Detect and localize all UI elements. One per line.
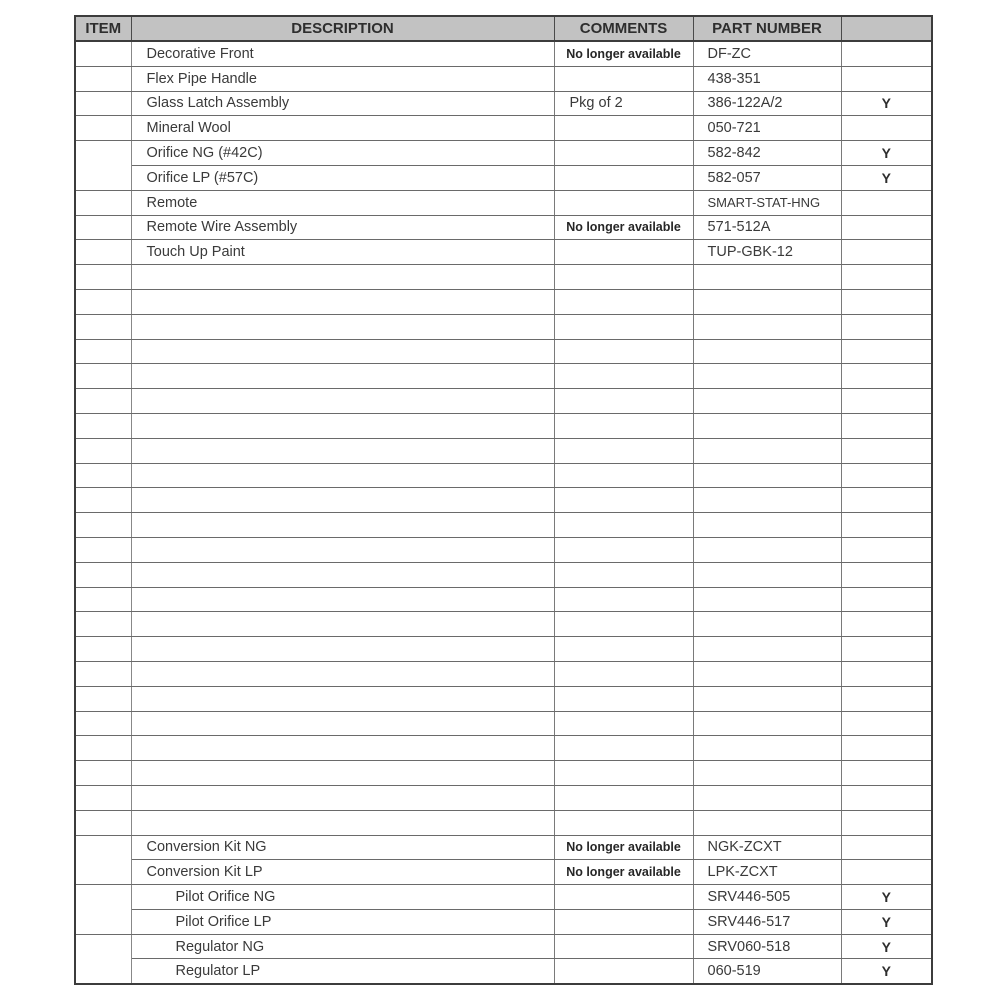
item-cell: [75, 711, 131, 736]
table-row: [75, 91, 932, 116]
flag-cell: [841, 810, 932, 835]
item-cell: [75, 463, 131, 488]
comments-cell: [554, 314, 693, 339]
flag-cell: [841, 265, 932, 290]
comments-cell: [554, 389, 693, 414]
part-number-cell: LPK-ZCXT: [693, 860, 841, 885]
part-number-cell: [693, 785, 841, 810]
flag-cell: [841, 116, 932, 141]
part-number-cell: 582-842: [693, 141, 841, 166]
item-cell: [75, 761, 131, 786]
comments-cell: [554, 364, 693, 389]
comments-cell: [554, 339, 693, 364]
header-part-number: PART NUMBER: [693, 16, 841, 41]
header-flag: [841, 16, 932, 41]
item-cell: [75, 835, 131, 885]
table-row: [75, 562, 932, 587]
header-description: DESCRIPTION: [131, 16, 554, 41]
description-cell: Decorative Front: [131, 41, 554, 66]
part-number-cell: 060-519: [693, 959, 841, 984]
table-row: [75, 909, 932, 934]
comments-cell: [554, 463, 693, 488]
description-cell: [131, 389, 554, 414]
description-cell: [131, 413, 554, 438]
part-number-cell: 438-351: [693, 66, 841, 91]
description-cell: [131, 562, 554, 587]
table-row: [75, 885, 932, 910]
item-cell: [75, 934, 131, 984]
table-row: [75, 488, 932, 513]
comments-cell: [554, 413, 693, 438]
item-cell: [75, 289, 131, 314]
description-cell: [131, 513, 554, 538]
comments-cell: No longer available: [554, 860, 693, 885]
flag-cell: [841, 537, 932, 562]
flag-cell: Y: [841, 165, 932, 190]
table-row: [75, 165, 932, 190]
description-cell: [131, 637, 554, 662]
table-row: [75, 339, 932, 364]
comments-cell: [554, 165, 693, 190]
comments-cell: [554, 736, 693, 761]
description-cell: [131, 587, 554, 612]
part-number-cell: [693, 488, 841, 513]
table-body: [75, 41, 932, 984]
table-row: [75, 612, 932, 637]
comments-cell: [554, 637, 693, 662]
flag-cell: [841, 413, 932, 438]
description-cell: [131, 537, 554, 562]
part-number-cell: 571-512A: [693, 215, 841, 240]
description-cell: Glass Latch Assembly: [131, 91, 554, 116]
comments-cell: [554, 66, 693, 91]
comments-cell: [554, 612, 693, 637]
item-cell: [75, 885, 131, 935]
item-cell: [75, 116, 131, 141]
item-cell: [75, 661, 131, 686]
table-row: [75, 835, 932, 860]
part-number-cell: 386-122A/2: [693, 91, 841, 116]
description-cell: [131, 736, 554, 761]
table-row: [75, 736, 932, 761]
comments-cell: [554, 190, 693, 215]
flag-cell: [841, 587, 932, 612]
comments-cell: [554, 661, 693, 686]
table-row: [75, 41, 932, 66]
parts-list-table: [74, 15, 933, 985]
comments-cell: [554, 141, 693, 166]
flag-cell: Y: [841, 141, 932, 166]
table-row: [75, 265, 932, 290]
flag-cell: [841, 66, 932, 91]
item-cell: [75, 785, 131, 810]
part-number-cell: [693, 513, 841, 538]
part-number-cell: 050-721: [693, 116, 841, 141]
flag-cell: [841, 41, 932, 66]
description-cell: [131, 612, 554, 637]
item-cell: [75, 190, 131, 215]
part-number-cell: [693, 289, 841, 314]
item-cell: [75, 66, 131, 91]
flag-cell: Y: [841, 885, 932, 910]
description-cell: Flex Pipe Handle: [131, 66, 554, 91]
part-number-cell: [693, 389, 841, 414]
part-number-cell: [693, 413, 841, 438]
item-cell: [75, 686, 131, 711]
description-cell: [131, 314, 554, 339]
flag-cell: [841, 860, 932, 885]
item-cell: [75, 364, 131, 389]
part-number-cell: [693, 463, 841, 488]
description-cell: Pilot Orifice NG: [131, 885, 554, 910]
description-cell: Remote: [131, 190, 554, 215]
description-cell: Mineral Wool: [131, 116, 554, 141]
part-number-cell: [693, 711, 841, 736]
comments-cell: [554, 240, 693, 265]
flag-cell: [841, 339, 932, 364]
flag-cell: Y: [841, 91, 932, 116]
item-cell: [75, 488, 131, 513]
flag-cell: [841, 562, 932, 587]
comments-cell: [554, 513, 693, 538]
item-cell: [75, 91, 131, 116]
table-row: [75, 711, 932, 736]
table-row: [75, 537, 932, 562]
part-number-cell: [693, 562, 841, 587]
flag-cell: [841, 364, 932, 389]
description-cell: [131, 438, 554, 463]
table-row: [75, 934, 932, 959]
flag-cell: [841, 438, 932, 463]
item-cell: [75, 587, 131, 612]
table-row: [75, 190, 932, 215]
part-number-cell: [693, 637, 841, 662]
description-cell: [131, 289, 554, 314]
description-cell: [131, 488, 554, 513]
item-cell: [75, 736, 131, 761]
flag-cell: [841, 190, 932, 215]
table-row: [75, 215, 932, 240]
table-row: [75, 637, 932, 662]
flag-cell: [841, 488, 932, 513]
comments-cell: [554, 785, 693, 810]
flag-cell: [841, 736, 932, 761]
description-cell: [131, 785, 554, 810]
description-cell: Orifice LP (#57C): [131, 165, 554, 190]
part-number-cell: SRV446-505: [693, 885, 841, 910]
item-cell: [75, 562, 131, 587]
flag-cell: [841, 711, 932, 736]
table-row: [75, 389, 932, 414]
flag-cell: [841, 785, 932, 810]
flag-cell: [841, 637, 932, 662]
table-row: [75, 587, 932, 612]
item-cell: [75, 141, 131, 191]
part-number-cell: [693, 686, 841, 711]
comments-cell: [554, 587, 693, 612]
comments-cell: [554, 537, 693, 562]
part-number-cell: SRV446-517: [693, 909, 841, 934]
flag-cell: [841, 463, 932, 488]
description-cell: Regulator LP: [131, 959, 554, 984]
header-item: ITEM: [75, 16, 131, 41]
table-row: [75, 364, 932, 389]
comments-cell: [554, 488, 693, 513]
table-row: [75, 761, 932, 786]
part-number-cell: [693, 364, 841, 389]
comments-cell: [554, 562, 693, 587]
comments-cell: No longer available: [554, 215, 693, 240]
part-number-cell: SMART-STAT-HNG: [693, 190, 841, 215]
description-cell: [131, 661, 554, 686]
item-cell: [75, 810, 131, 835]
item-cell: [75, 314, 131, 339]
table-row: [75, 513, 932, 538]
table-header-row: [75, 16, 932, 41]
part-number-cell: TUP-GBK-12: [693, 240, 841, 265]
flag-cell: [841, 835, 932, 860]
flag-cell: [841, 215, 932, 240]
description-cell: [131, 265, 554, 290]
flag-cell: [841, 661, 932, 686]
part-number-cell: [693, 314, 841, 339]
item-cell: [75, 637, 131, 662]
part-number-cell: [693, 761, 841, 786]
comments-cell: [554, 265, 693, 290]
table-row: [75, 463, 932, 488]
table-row: [75, 116, 932, 141]
part-number-cell: [693, 438, 841, 463]
description-cell: [131, 686, 554, 711]
part-number-cell: SRV060-518: [693, 934, 841, 959]
flag-cell: [841, 513, 932, 538]
comments-cell: [554, 116, 693, 141]
part-number-cell: 582-057: [693, 165, 841, 190]
comments-cell: [554, 761, 693, 786]
table-row: [75, 959, 932, 984]
table-row: [75, 438, 932, 463]
part-number-cell: [693, 587, 841, 612]
part-number-cell: [693, 612, 841, 637]
item-cell: [75, 438, 131, 463]
comments-cell: [554, 959, 693, 984]
description-cell: Orifice NG (#42C): [131, 141, 554, 166]
comments-cell: Pkg of 2: [554, 91, 693, 116]
comments-cell: [554, 289, 693, 314]
description-cell: Conversion Kit NG: [131, 835, 554, 860]
description-cell: Touch Up Paint: [131, 240, 554, 265]
item-cell: [75, 612, 131, 637]
description-cell: Pilot Orifice LP: [131, 909, 554, 934]
description-cell: [131, 463, 554, 488]
flag-cell: Y: [841, 934, 932, 959]
flag-cell: [841, 389, 932, 414]
part-number-cell: [693, 339, 841, 364]
table-row: [75, 141, 932, 166]
comments-cell: [554, 438, 693, 463]
comments-cell: [554, 885, 693, 910]
table-row: [75, 661, 932, 686]
part-number-cell: [693, 661, 841, 686]
item-cell: [75, 389, 131, 414]
comments-cell: No longer available: [554, 41, 693, 66]
item-cell: [75, 339, 131, 364]
table-row: [75, 314, 932, 339]
table-row: [75, 860, 932, 885]
header-comments: COMMENTS: [554, 16, 693, 41]
table-row: [75, 66, 932, 91]
part-number-cell: [693, 810, 841, 835]
flag-cell: Y: [841, 909, 932, 934]
comments-cell: [554, 934, 693, 959]
description-cell: Regulator NG: [131, 934, 554, 959]
item-cell: [75, 41, 131, 66]
flag-cell: [841, 314, 932, 339]
table-row: [75, 686, 932, 711]
part-number-cell: [693, 736, 841, 761]
flag-cell: [841, 761, 932, 786]
comments-cell: No longer available: [554, 835, 693, 860]
table-row: [75, 289, 932, 314]
item-cell: [75, 413, 131, 438]
comments-cell: [554, 711, 693, 736]
flag-cell: [841, 240, 932, 265]
item-cell: [75, 537, 131, 562]
table-row: [75, 810, 932, 835]
item-cell: [75, 240, 131, 265]
flag-cell: [841, 686, 932, 711]
flag-cell: [841, 612, 932, 637]
description-cell: [131, 711, 554, 736]
description-cell: Conversion Kit LP: [131, 860, 554, 885]
comments-cell: [554, 909, 693, 934]
part-number-cell: [693, 265, 841, 290]
description-cell: [131, 364, 554, 389]
part-number-cell: NGK-ZCXT: [693, 835, 841, 860]
part-number-cell: [693, 537, 841, 562]
item-cell: [75, 265, 131, 290]
flag-cell: Y: [841, 959, 932, 984]
item-cell: [75, 513, 131, 538]
item-cell: [75, 215, 131, 240]
comments-cell: [554, 810, 693, 835]
flag-cell: [841, 289, 932, 314]
description-cell: Remote Wire Assembly: [131, 215, 554, 240]
comments-cell: [554, 686, 693, 711]
table-row: [75, 240, 932, 265]
description-cell: [131, 339, 554, 364]
description-cell: [131, 761, 554, 786]
table-row: [75, 413, 932, 438]
part-number-cell: DF-ZC: [693, 41, 841, 66]
description-cell: [131, 810, 554, 835]
table-row: [75, 785, 932, 810]
